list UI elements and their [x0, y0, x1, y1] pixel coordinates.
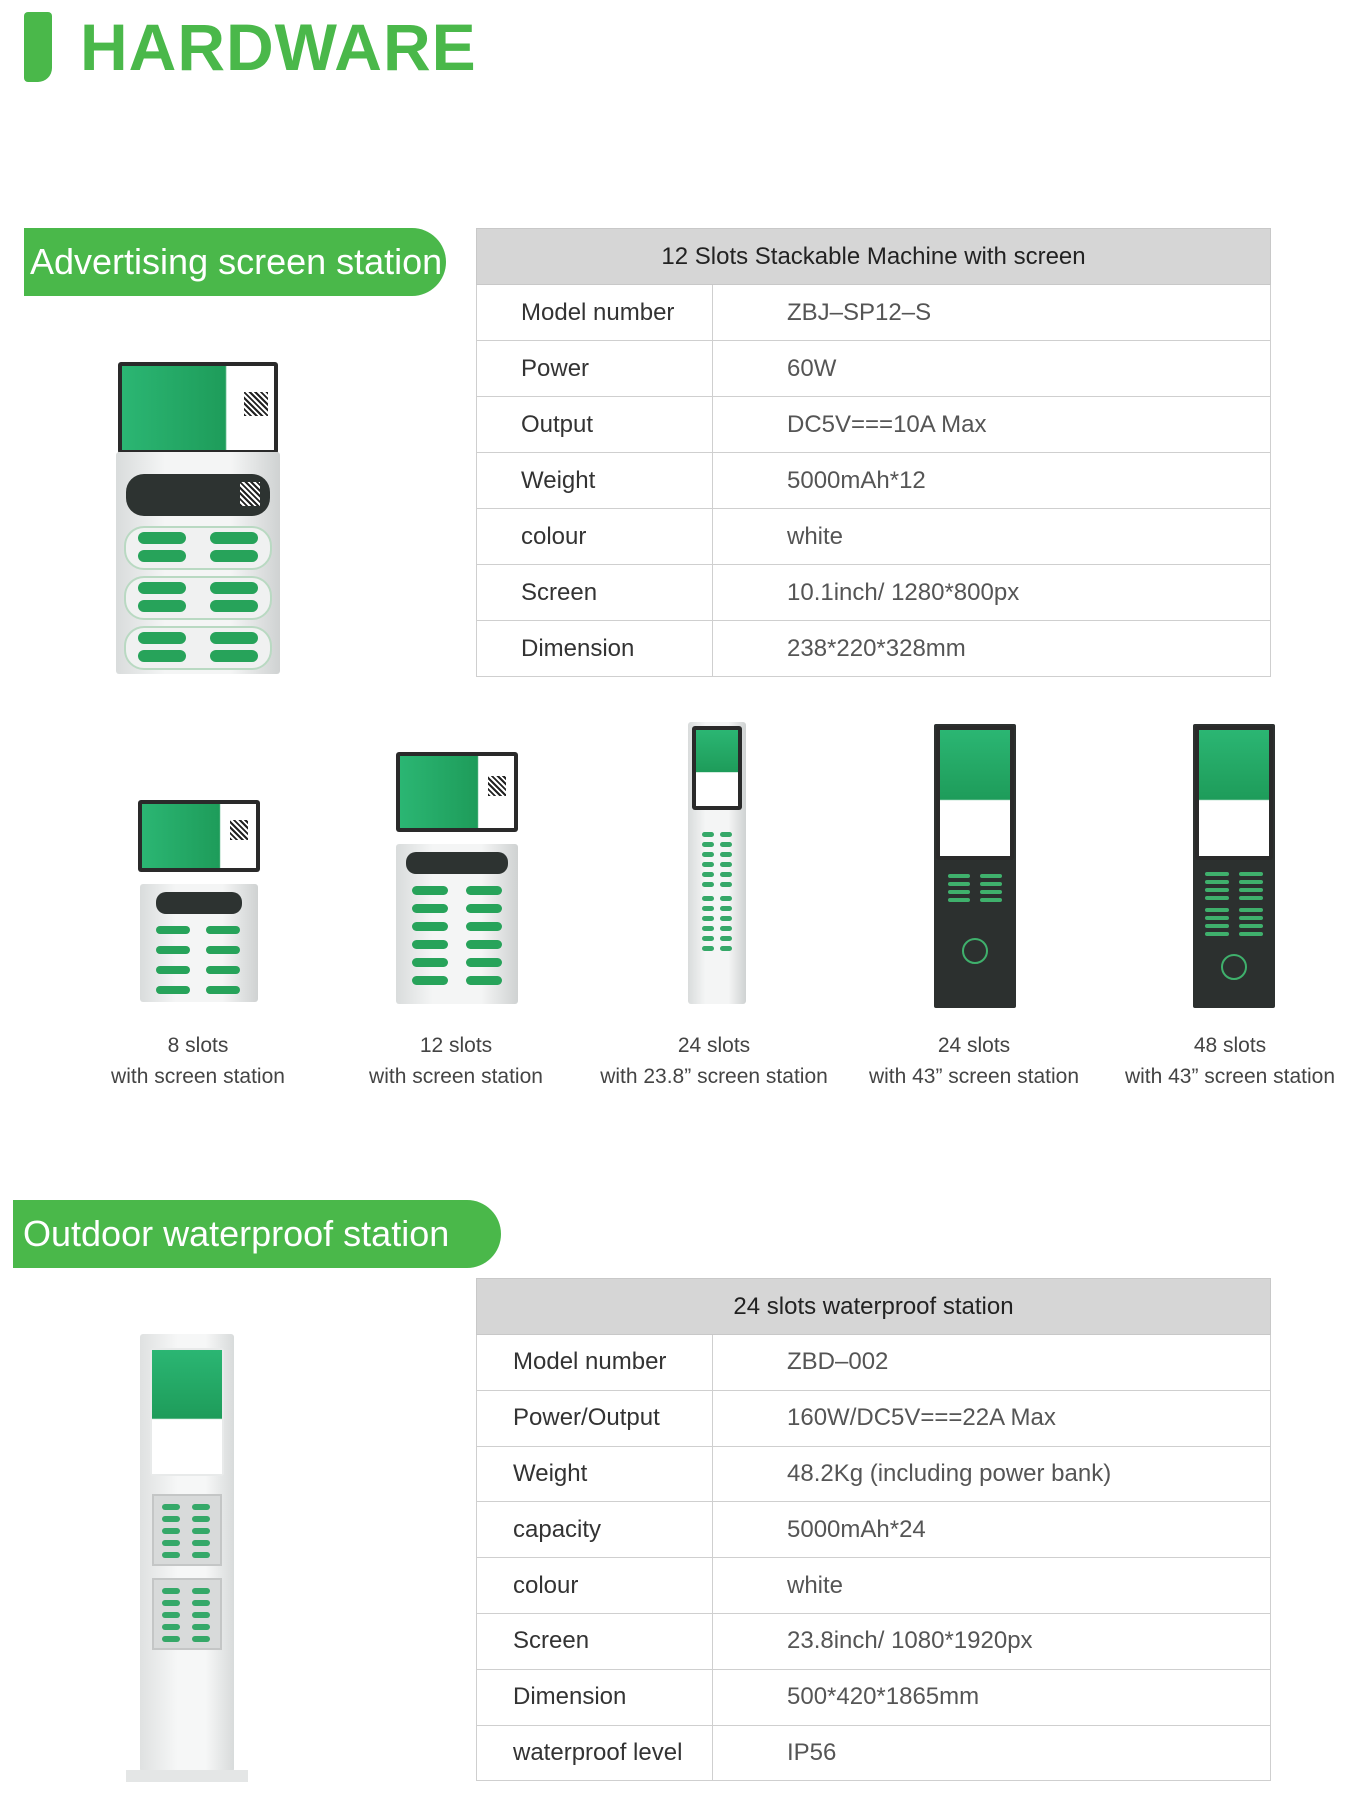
product-caption: 48 slots with 43” screen station [1124, 1034, 1336, 1088]
table-row [477, 509, 1271, 565]
spec-table-waterproof [476, 1278, 1271, 1781]
qr-code-icon [230, 820, 248, 840]
table-row [477, 1725, 1271, 1781]
row-value: 500*420*1865mm [713, 1669, 1271, 1725]
row-value: 160W/DC5V===22A Max [713, 1390, 1271, 1446]
qr-code-icon [240, 482, 260, 506]
table-row [477, 1613, 1271, 1669]
row-value: 5000mAh*12 [713, 453, 1271, 509]
product-image-48-slots-43-inch [1193, 724, 1275, 1008]
row-value: 60W [713, 341, 1271, 397]
row-value: white [713, 1558, 1271, 1614]
table-title: 24 slots waterproof station [477, 1279, 1271, 1335]
product-image-12-slots [394, 752, 520, 1006]
row-value: IP56 [713, 1725, 1271, 1781]
row-value: white [713, 509, 1271, 565]
row-label: Model number [477, 285, 713, 341]
table-row [477, 453, 1271, 509]
qr-code-icon [488, 776, 506, 796]
product-image-12-slot-stackable [116, 360, 280, 675]
table-row [477, 1335, 1271, 1391]
qr-code-icon [244, 392, 268, 416]
row-value: 5000mAh*24 [713, 1502, 1271, 1558]
row-value: ZBJ–SP12–S [713, 285, 1271, 341]
row-label: Weight [477, 453, 713, 509]
table-row [477, 397, 1271, 453]
page-header [24, 12, 477, 82]
product-image-waterproof-station [126, 1334, 248, 1786]
section-label-outdoor: Outdoor waterproof station [13, 1200, 501, 1268]
row-value: 48.2Kg (including power bank) [713, 1446, 1271, 1502]
section-label-advertising: Advertising screen station [24, 228, 446, 296]
table-row [477, 285, 1271, 341]
row-label: Dimension [477, 621, 713, 677]
table-row [477, 1558, 1271, 1614]
product-caption: 24 slots with 23.8” screen station [600, 1034, 828, 1088]
row-label: colour [477, 1558, 713, 1614]
spec-table-12-slots [476, 228, 1271, 677]
product-image-24-slots-43-inch [934, 724, 1016, 1008]
row-label: Weight [477, 1446, 713, 1502]
row-label: Screen [477, 1613, 713, 1669]
table-title: 12 Slots Stackable Machine with screen [477, 229, 1271, 285]
power-bank-logo-icon [1221, 954, 1247, 980]
row-label: Output [477, 397, 713, 453]
product-caption: 12 slots with screen station [369, 1034, 543, 1088]
row-value: 238*220*328mm [713, 621, 1271, 677]
table-row [477, 565, 1271, 621]
row-value: DC5V===10A Max [713, 397, 1271, 453]
table-row [477, 621, 1271, 677]
row-label: colour [477, 509, 713, 565]
row-value: 23.8inch/ 1080*1920px [713, 1613, 1271, 1669]
power-bank-logo-icon [962, 938, 988, 964]
table-row [477, 1502, 1271, 1558]
row-value: 10.1inch/ 1280*800px [713, 565, 1271, 621]
row-label: waterproof level [477, 1725, 713, 1781]
row-label: Model number [477, 1335, 713, 1391]
product-image-8-slots [136, 800, 262, 1005]
product-caption: 8 slots with screen station [111, 1034, 285, 1088]
product-caption: 24 slots with 43” screen station [868, 1034, 1080, 1088]
table-row [477, 1390, 1271, 1446]
row-label: Dimension [477, 1669, 713, 1725]
row-label: capacity [477, 1502, 713, 1558]
page-title: HARDWARE [80, 10, 477, 84]
row-label: Screen [477, 565, 713, 621]
table-row [477, 341, 1271, 397]
product-image-24-slots-23-8-inch [688, 722, 746, 1006]
row-label: Power/Output [477, 1390, 713, 1446]
header-accent-bar [24, 12, 52, 82]
row-label: Power [477, 341, 713, 397]
table-row [477, 1446, 1271, 1502]
table-row [477, 1669, 1271, 1725]
row-value: ZBD–002 [713, 1335, 1271, 1391]
